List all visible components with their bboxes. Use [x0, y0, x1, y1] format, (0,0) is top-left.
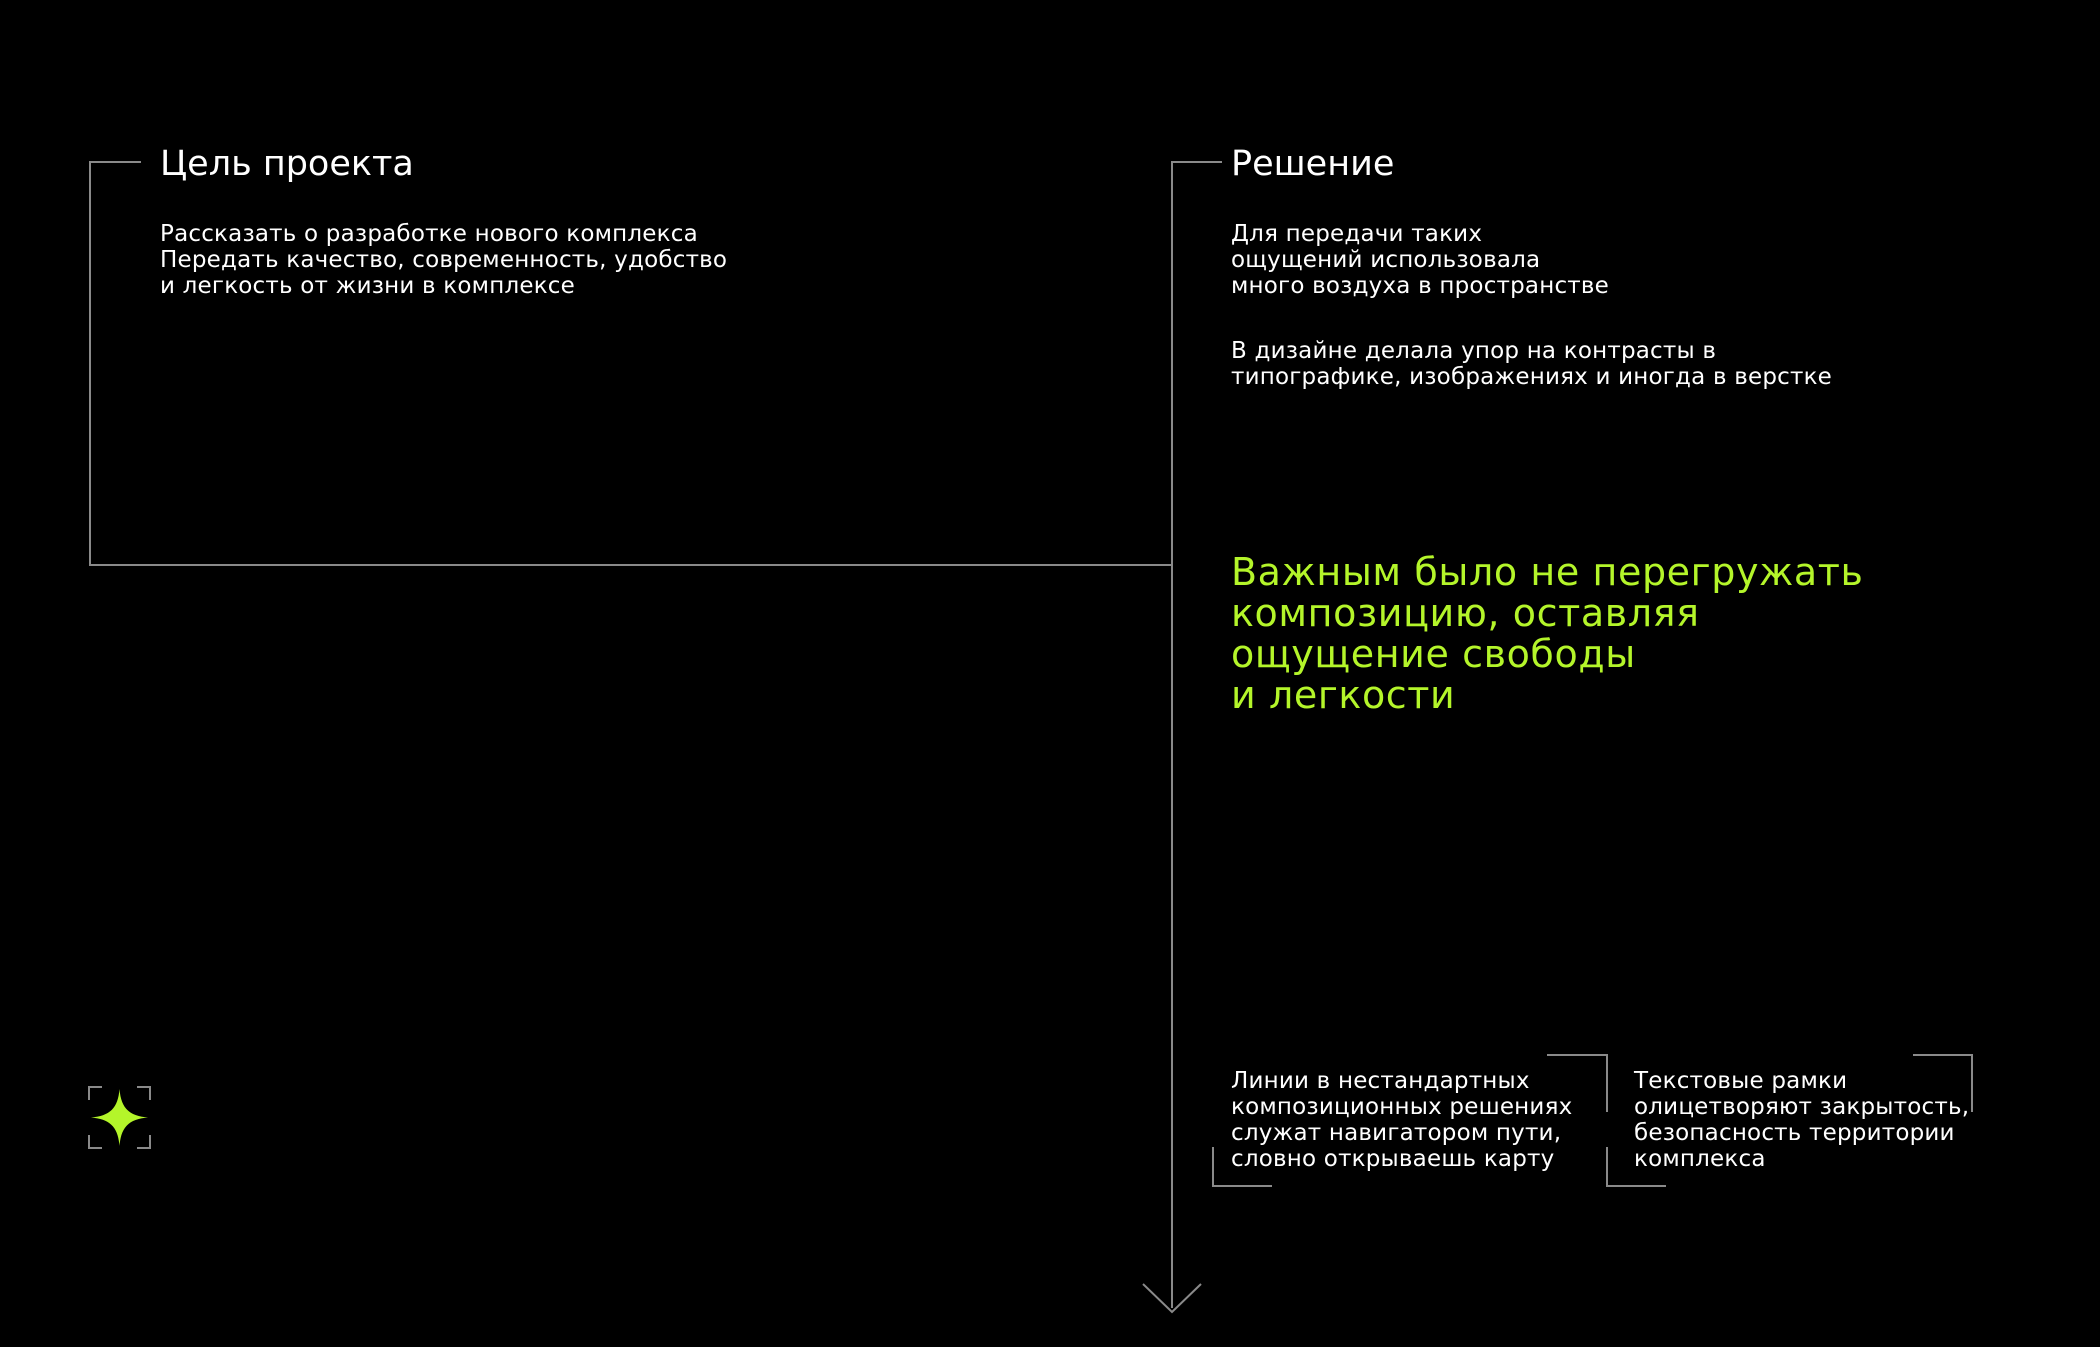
note-frames-text: Текстовые рамки олицетворяют закрытость, безопасность территории комплекса: [1634, 1068, 1970, 1172]
logo-sparkle: [91, 1089, 148, 1146]
goal-title: Цель проекта: [160, 144, 414, 184]
solution-accent-text: Важным было не перегружать композицию, оставляя ощущение свободы и легкости: [1231, 550, 1864, 717]
logo-corner-bottom-right: [137, 1135, 150, 1148]
solution-paragraph-2: В дизайне делала упор на контрасты в типографике, изображениях и иногда в верстке: [1231, 338, 1833, 390]
sparkle-frame-icon: [88, 1086, 151, 1149]
note-lines-text: Линии в нестандартных композиционных решениях служат навигатором пути, словно открываешь карту: [1231, 1068, 1573, 1172]
solution-bracket-line: [1172, 162, 1222, 1308]
solution-paragraph-1: Для передачи таких ощущений использовала много воздуха в пространстве: [1231, 221, 1610, 299]
goal-text: Рассказать о разработке нового комплекса Передать качество, современность, удобство и легкость от жизни в комплексе: [160, 221, 728, 299]
logo-corner-top-right: [137, 1087, 150, 1100]
logo-corner-top-left: [89, 1087, 102, 1100]
solution-title: Решение: [1231, 144, 1395, 184]
logo-corner-bottom-left: [89, 1135, 102, 1148]
